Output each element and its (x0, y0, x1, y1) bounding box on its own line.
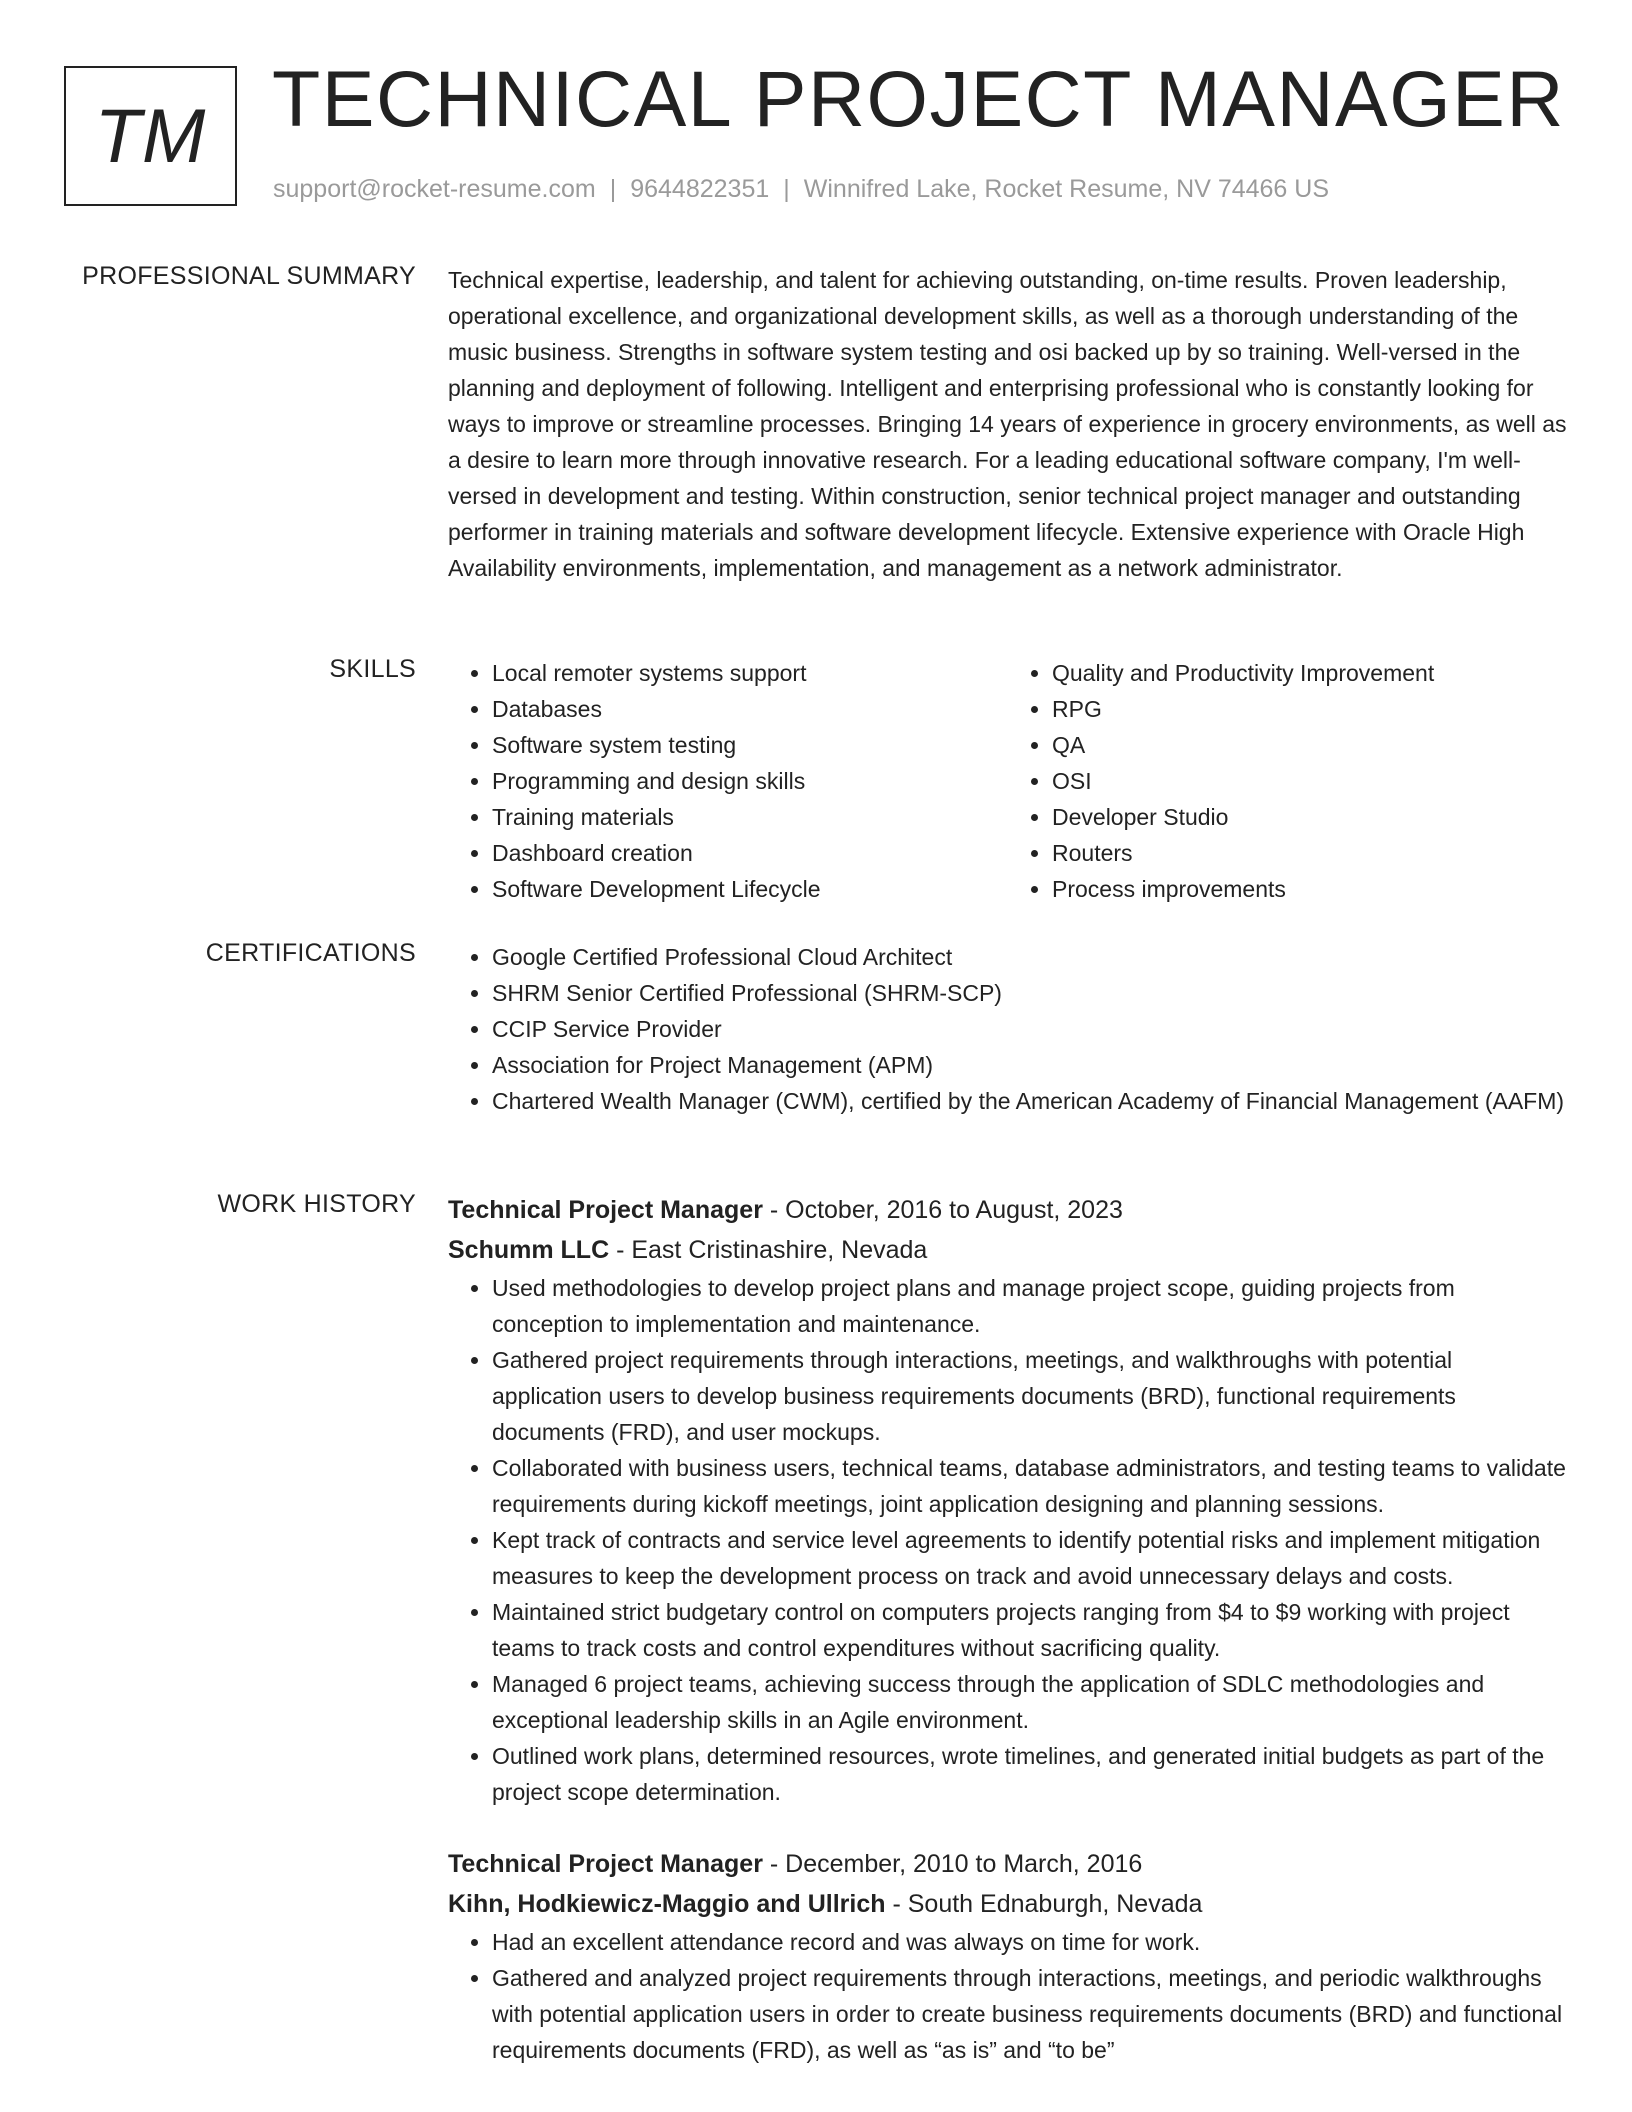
contact-line (273, 175, 1329, 204)
certification-item: • Association for Project Management (APM) (492, 1047, 1568, 1083)
job-bullet: • Managed 6 project teams, achieving success through the application of SDLC methodologies and exceptional leadership skills in an Agile environment. (492, 1666, 1568, 1738)
certifications-body (448, 939, 1568, 1119)
job-title-line: Technical Project Manager - October, 2016 to August, 2023 (448, 1196, 1123, 1224)
job-company: Schumm LLC (448, 1236, 610, 1264)
skill-item: • Quality and Productivity Improvement (1052, 655, 1568, 691)
skill-item: • Software system testing (492, 727, 1008, 763)
skills-list-right (1008, 655, 1568, 907)
summary-text: Technical expertise, leadership, and talent for achieving outstanding, on-time results. Proven leadership, operational excellence, and organizational development skills, as well as a thorough understanding of the music business. Strengths in software system testing and osi backed up by so training. Well-versed in the planning and deployment of following. Intelligent and enterprising professional who is constantly looking for ways to improve or streamline processes. Bringing 14 years of experience in grocery environments, as well as a desire to learn more through innovative research. For a leading educational software company, I'm well-versed in development and testing. Within construction, senior technical project manager and outstanding performer in training materials and software development lifecycle. Extensive experience with Oracle High Availability environments, implementation, and management as a network administrator. (448, 267, 1567, 581)
certification-item: • SHRM Senior Certified Professional (SHRM-SCP) (492, 975, 1568, 1011)
monogram-initials: TM (94, 93, 207, 179)
job-company-line: Kihn, Hodkiewicz-Maggio and Ullrich - South Ednaburgh, Nevada (448, 1890, 1203, 1918)
skills-columns (448, 655, 1568, 907)
skill-item: • Process improvements (1052, 871, 1568, 907)
job-dates: December, 2010 to March, 2016 (785, 1850, 1143, 1878)
skill-item: • Software Development Lifecycle (492, 871, 1008, 907)
job-bullet: • Kept track of contracts and service level agreements to identify potential risks and implement mitigation measures to keep the development process on track and avoid unnecessary delays and costs. (492, 1522, 1568, 1594)
skill-item: • QA (1052, 727, 1568, 763)
job-location: East Cristinashire, Nevada (631, 1236, 928, 1264)
skills-list-left (448, 655, 1008, 907)
summary-heading: PROFESSIONAL SUMMARY (82, 262, 416, 290)
job-company-line: Schumm LLC - East Cristinashire, Nevada (448, 1236, 928, 1264)
skill-item: • Dashboard creation (492, 835, 1008, 871)
contact-separator: | (783, 175, 790, 203)
job-bullet: • Collaborated with business users, technical teams, database administrators, and testing teams to validate requirements during kickoff meetings, joint application designing and planning sessions. (492, 1450, 1568, 1522)
skill-item: • Routers (1052, 835, 1568, 871)
summary-body (448, 262, 1568, 586)
job-company: Kihn, Hodkiewicz-Maggio and Ullrich (448, 1890, 886, 1918)
skills-heading: SKILLS (329, 655, 416, 683)
job-bullets (448, 1270, 1568, 1810)
job-entry (448, 1844, 1568, 2068)
certification-item: • Google Certified Professional Cloud Architect (492, 939, 1568, 975)
monogram-logo (64, 66, 237, 206)
job-bullet: • Outlined work plans, determined resources, wrote timelines, and generated initial budgets as part of the project scope determination. (492, 1738, 1568, 1810)
skill-item: • RPG (1052, 691, 1568, 727)
skill-item: • Developer Studio (1052, 799, 1568, 835)
certification-item: • Chartered Wealth Manager (CWM), certified by the American Academy of Financial Management (AAFM) (492, 1083, 1568, 1119)
certification-item: • CCIP Service Provider (492, 1011, 1568, 1047)
job-bullet: • Gathered and analyzed project requirements through interactions, meetings, and periodic walkthroughs with potential application users in order to create business requirements documents (BRD) and functional requirements documents (FRD), as well as “as is” and “to be” (492, 1960, 1568, 2068)
certifications-heading: CERTIFICATIONS (205, 939, 416, 967)
skill-item: • Training materials (492, 799, 1008, 835)
job-entry (448, 1190, 1568, 1810)
skill-item: • Databases (492, 691, 1008, 727)
contact-address: Winnifred Lake, Rocket Resume, NV 74466 US (803, 175, 1330, 203)
skills-body (448, 655, 1568, 907)
contact-email: support@rocket-resume.com (273, 175, 596, 203)
skill-item: • Programming and design skills (492, 763, 1008, 799)
contact-separator: | (609, 175, 617, 203)
job-role: Technical Project Manager (448, 1196, 763, 1224)
job-location: South Ednaburgh, Nevada (907, 1890, 1203, 1918)
skill-item: • OSI (1052, 763, 1568, 799)
job-role: Technical Project Manager (448, 1850, 763, 1878)
job-bullet: • Used methodologies to develop project plans and manage project scope, guiding projects from conception to implementation and maintenance. (492, 1270, 1568, 1342)
job-bullet: • Had an excellent attendance record and was always on time for work. (492, 1924, 1568, 1960)
work-history-body (448, 1190, 1568, 2102)
job-dates: October, 2016 to August, 2023 (785, 1196, 1123, 1224)
resume-title: TECHNICAL PROJECT MANAGER (272, 54, 1565, 143)
skill-item: • Local remoter systems support (492, 655, 1008, 691)
job-bullets (448, 1924, 1568, 2068)
certifications-list (448, 939, 1568, 1119)
job-title-line: Technical Project Manager - December, 2010 to March, 2016 (448, 1850, 1143, 1878)
contact-phone: 9644822351 (630, 175, 770, 203)
work-history-heading: WORK HISTORY (217, 1190, 416, 1218)
job-bullet: • Gathered project requirements through interactions, meetings, and walkthroughs with potential application users to develop business requirements documents (BRD), functional requirements documents (FRD), and user mockups. (492, 1342, 1568, 1450)
job-bullet: • Maintained strict budgetary control on computers projects ranging from $4 to $9 working with project teams to track costs and control expenditures without sacrificing quality. (492, 1594, 1568, 1666)
